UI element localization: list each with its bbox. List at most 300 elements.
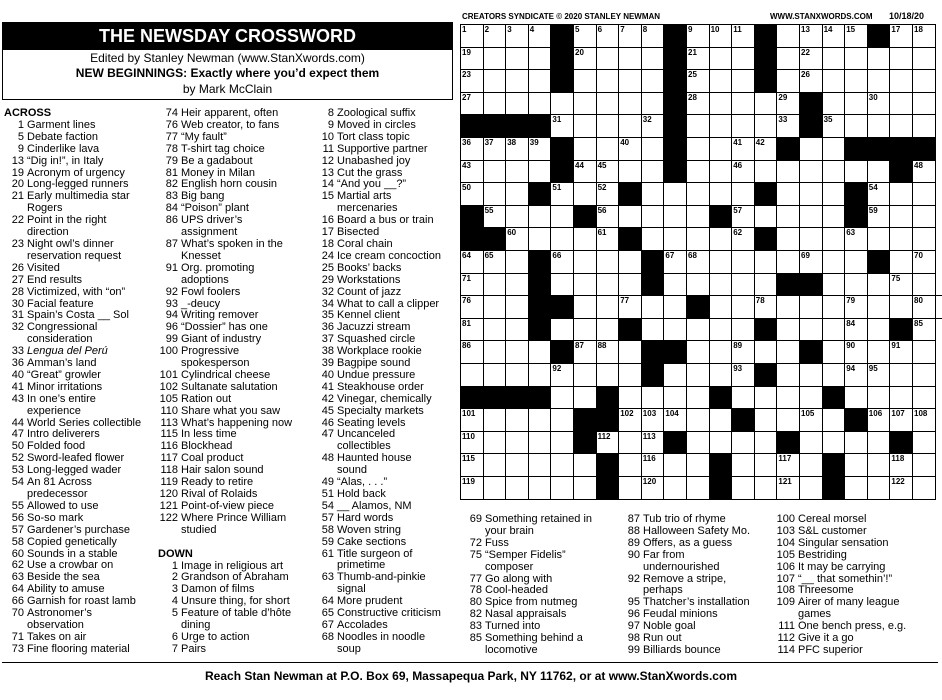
grid-cell[interactable] xyxy=(505,340,529,364)
grid-cell[interactable] xyxy=(867,408,891,432)
grid-cell[interactable] xyxy=(822,47,846,71)
grid-cell[interactable] xyxy=(641,386,665,410)
grid-cell[interactable] xyxy=(867,160,891,184)
grid-cell[interactable] xyxy=(550,182,574,206)
grid-cell[interactable] xyxy=(731,318,755,342)
grid-cell[interactable] xyxy=(618,160,642,184)
grid-cell[interactable] xyxy=(573,92,597,116)
grid-cell[interactable] xyxy=(528,227,552,251)
grid-cell[interactable] xyxy=(709,92,733,116)
grid-cell[interactable] xyxy=(867,182,891,206)
grid-cell[interactable] xyxy=(663,453,687,477)
grid-cell[interactable] xyxy=(573,386,597,410)
grid-cell[interactable] xyxy=(731,250,755,274)
grid-cell[interactable] xyxy=(618,363,642,387)
grid-cell[interactable] xyxy=(889,295,913,319)
grid-cell[interactable] xyxy=(822,340,846,364)
grid-cell[interactable] xyxy=(483,273,507,297)
grid-cell[interactable] xyxy=(641,137,665,161)
grid-cell[interactable] xyxy=(754,476,778,500)
grid-cell[interactable] xyxy=(844,476,868,500)
grid-cell[interactable] xyxy=(641,476,665,500)
grid-cell[interactable] xyxy=(505,431,529,455)
grid-cell[interactable] xyxy=(867,386,891,410)
grid-cell[interactable] xyxy=(912,386,936,410)
grid-cell[interactable] xyxy=(550,114,574,138)
grid-cell[interactable] xyxy=(641,205,665,229)
grid-cell[interactable] xyxy=(844,69,868,93)
grid-cell[interactable] xyxy=(731,295,755,319)
grid-cell[interactable] xyxy=(754,295,778,319)
grid-cell[interactable] xyxy=(618,69,642,93)
grid-cell[interactable] xyxy=(505,476,529,500)
grid-cell[interactable] xyxy=(867,92,891,116)
grid-cell[interactable] xyxy=(844,160,868,184)
grid-cell[interactable] xyxy=(596,114,620,138)
grid-cell[interactable] xyxy=(799,386,823,410)
grid-cell[interactable] xyxy=(889,273,913,297)
grid-cell[interactable] xyxy=(844,24,868,48)
grid-cell[interactable] xyxy=(663,408,687,432)
grid-cell[interactable] xyxy=(889,92,913,116)
grid-cell[interactable] xyxy=(912,182,936,206)
grid-cell[interactable] xyxy=(528,92,552,116)
grid-cell[interactable] xyxy=(641,453,665,477)
grid-cell[interactable] xyxy=(709,408,733,432)
grid-cell[interactable] xyxy=(596,318,620,342)
grid-cell[interactable] xyxy=(889,363,913,387)
grid-cell[interactable] xyxy=(709,318,733,342)
grid-cell[interactable] xyxy=(912,250,936,274)
grid-cell[interactable] xyxy=(731,476,755,500)
grid-cell[interactable] xyxy=(776,92,800,116)
grid-cell[interactable] xyxy=(844,340,868,364)
grid-cell[interactable] xyxy=(528,47,552,71)
grid-cell[interactable] xyxy=(596,227,620,251)
grid-cell[interactable] xyxy=(618,340,642,364)
grid-cell[interactable] xyxy=(822,24,846,48)
grid-cell[interactable] xyxy=(596,182,620,206)
grid-cell[interactable] xyxy=(799,47,823,71)
grid-cell[interactable] xyxy=(641,431,665,455)
grid-cell[interactable] xyxy=(709,24,733,48)
grid-cell[interactable] xyxy=(483,295,507,319)
grid-cell[interactable] xyxy=(483,476,507,500)
grid-cell[interactable] xyxy=(596,431,620,455)
grid-cell[interactable] xyxy=(550,408,574,432)
grid-cell[interactable] xyxy=(550,386,574,410)
grid-cell[interactable] xyxy=(663,295,687,319)
grid-cell[interactable] xyxy=(709,273,733,297)
grid-cell[interactable] xyxy=(889,476,913,500)
grid-cell[interactable] xyxy=(799,295,823,319)
grid-cell[interactable] xyxy=(822,363,846,387)
grid-cell[interactable] xyxy=(483,408,507,432)
grid-cell[interactable] xyxy=(731,182,755,206)
grid-cell[interactable] xyxy=(641,69,665,93)
grid-cell[interactable] xyxy=(889,182,913,206)
grid-cell[interactable] xyxy=(573,295,597,319)
grid-cell[interactable] xyxy=(889,386,913,410)
grid-cell[interactable] xyxy=(528,408,552,432)
grid-cell[interactable] xyxy=(822,182,846,206)
grid-cell[interactable] xyxy=(618,431,642,455)
grid-cell[interactable] xyxy=(776,408,800,432)
grid-cell[interactable] xyxy=(844,92,868,116)
grid-cell[interactable] xyxy=(709,340,733,364)
grid-cell[interactable] xyxy=(505,453,529,477)
grid-cell[interactable] xyxy=(799,137,823,161)
grid-cell[interactable] xyxy=(618,453,642,477)
grid-cell[interactable] xyxy=(618,250,642,274)
grid-cell[interactable] xyxy=(596,92,620,116)
grid-cell[interactable] xyxy=(596,69,620,93)
grid-cell[interactable] xyxy=(776,114,800,138)
grid-cell[interactable] xyxy=(686,273,710,297)
grid-cell[interactable] xyxy=(731,69,755,93)
grid-cell[interactable] xyxy=(822,69,846,93)
grid-cell[interactable] xyxy=(596,363,620,387)
grid-cell[interactable] xyxy=(550,205,574,229)
grid-cell[interactable] xyxy=(528,24,552,48)
grid-cell[interactable] xyxy=(483,250,507,274)
grid-cell[interactable] xyxy=(912,318,936,342)
grid-cell[interactable] xyxy=(528,340,552,364)
grid-cell[interactable] xyxy=(460,24,484,48)
grid-cell[interactable] xyxy=(528,431,552,455)
grid-cell[interactable] xyxy=(754,273,778,297)
grid-cell[interactable] xyxy=(799,431,823,455)
grid-cell[interactable] xyxy=(912,69,936,93)
grid-cell[interactable] xyxy=(550,453,574,477)
grid-cell[interactable] xyxy=(912,363,936,387)
grid-cell[interactable] xyxy=(483,137,507,161)
grid-cell[interactable] xyxy=(505,92,529,116)
grid-cell[interactable] xyxy=(912,24,936,48)
grid-cell[interactable] xyxy=(844,295,868,319)
grid-cell[interactable] xyxy=(505,47,529,71)
grid-cell[interactable] xyxy=(686,160,710,184)
grid-cell[interactable] xyxy=(663,250,687,274)
grid-cell[interactable] xyxy=(573,24,597,48)
grid-cell[interactable] xyxy=(867,340,891,364)
grid-cell[interactable] xyxy=(641,295,665,319)
grid-cell[interactable] xyxy=(822,273,846,297)
grid-cell[interactable] xyxy=(686,205,710,229)
grid-cell[interactable] xyxy=(709,227,733,251)
grid-cell[interactable] xyxy=(618,386,642,410)
grid-cell[interactable] xyxy=(754,453,778,477)
grid-cell[interactable] xyxy=(641,47,665,71)
grid-cell[interactable] xyxy=(483,69,507,93)
grid-cell[interactable] xyxy=(844,250,868,274)
grid-cell[interactable] xyxy=(483,340,507,364)
grid-cell[interactable] xyxy=(709,69,733,93)
grid-cell[interactable] xyxy=(867,47,891,71)
grid-cell[interactable] xyxy=(573,273,597,297)
grid-cell[interactable] xyxy=(822,205,846,229)
grid-cell[interactable] xyxy=(912,408,936,432)
grid-cell[interactable] xyxy=(686,47,710,71)
grid-cell[interactable] xyxy=(618,114,642,138)
grid-cell[interactable] xyxy=(483,318,507,342)
grid-cell[interactable] xyxy=(844,227,868,251)
grid-cell[interactable] xyxy=(618,476,642,500)
grid-cell[interactable] xyxy=(686,182,710,206)
grid-cell[interactable] xyxy=(596,295,620,319)
grid-cell[interactable] xyxy=(844,453,868,477)
grid-cell[interactable] xyxy=(709,114,733,138)
grid-cell[interactable] xyxy=(844,318,868,342)
grid-cell[interactable] xyxy=(686,340,710,364)
grid-cell[interactable] xyxy=(889,453,913,477)
grid-cell[interactable] xyxy=(912,114,936,138)
grid-cell[interactable] xyxy=(596,137,620,161)
grid-cell[interactable] xyxy=(731,24,755,48)
grid-cell[interactable] xyxy=(596,273,620,297)
grid-cell[interactable] xyxy=(686,24,710,48)
grid-cell[interactable] xyxy=(505,295,529,319)
grid-cell[interactable] xyxy=(573,318,597,342)
grid-cell[interactable] xyxy=(889,47,913,71)
grid-cell[interactable] xyxy=(663,318,687,342)
grid-cell[interactable] xyxy=(618,47,642,71)
grid-cell[interactable] xyxy=(528,160,552,184)
grid-cell[interactable] xyxy=(754,114,778,138)
grid-cell[interactable] xyxy=(867,453,891,477)
grid-cell[interactable] xyxy=(641,114,665,138)
grid-cell[interactable] xyxy=(686,363,710,387)
grid-cell[interactable] xyxy=(889,205,913,229)
grid-cell[interactable] xyxy=(709,363,733,387)
grid-cell[interactable] xyxy=(776,363,800,387)
grid-cell[interactable] xyxy=(731,137,755,161)
grid-cell[interactable] xyxy=(573,182,597,206)
grid-cell[interactable] xyxy=(731,340,755,364)
grid-cell[interactable] xyxy=(867,69,891,93)
grid-cell[interactable] xyxy=(573,363,597,387)
grid-cell[interactable] xyxy=(505,250,529,274)
grid-cell[interactable] xyxy=(641,92,665,116)
grid-cell[interactable] xyxy=(641,408,665,432)
grid-cell[interactable] xyxy=(505,273,529,297)
grid-cell[interactable] xyxy=(912,453,936,477)
grid-cell[interactable] xyxy=(641,318,665,342)
grid-cell[interactable] xyxy=(573,69,597,93)
grid-cell[interactable] xyxy=(754,340,778,364)
grid-cell[interactable] xyxy=(912,227,936,251)
grid-cell[interactable] xyxy=(844,47,868,71)
grid-cell[interactable] xyxy=(776,318,800,342)
grid-cell[interactable] xyxy=(483,160,507,184)
grid-cell[interactable] xyxy=(889,408,913,432)
grid-cell[interactable] xyxy=(867,431,891,455)
grid-cell[interactable] xyxy=(596,160,620,184)
grid-cell[interactable] xyxy=(483,453,507,477)
grid-cell[interactable] xyxy=(618,295,642,319)
grid-cell[interactable] xyxy=(596,205,620,229)
grid-cell[interactable] xyxy=(618,24,642,48)
grid-cell[interactable] xyxy=(596,340,620,364)
grid-cell[interactable] xyxy=(822,160,846,184)
grid-cell[interactable] xyxy=(754,408,778,432)
grid-cell[interactable] xyxy=(528,205,552,229)
grid-cell[interactable] xyxy=(867,205,891,229)
grid-cell[interactable] xyxy=(731,47,755,71)
grid-cell[interactable] xyxy=(844,431,868,455)
grid-cell[interactable] xyxy=(912,160,936,184)
grid-cell[interactable] xyxy=(709,47,733,71)
grid-cell[interactable] xyxy=(641,182,665,206)
grid-cell[interactable] xyxy=(663,386,687,410)
grid-cell[interactable] xyxy=(550,92,574,116)
grid-cell[interactable] xyxy=(776,295,800,319)
grid-cell[interactable] xyxy=(822,114,846,138)
grid-cell[interactable] xyxy=(550,476,574,500)
grid-cell[interactable] xyxy=(822,137,846,161)
grid-cell[interactable] xyxy=(596,250,620,274)
grid-cell[interactable] xyxy=(731,273,755,297)
grid-cell[interactable] xyxy=(912,431,936,455)
grid-cell[interactable] xyxy=(822,318,846,342)
grid-cell[interactable] xyxy=(799,250,823,274)
grid-cell[interactable] xyxy=(528,137,552,161)
grid-cell[interactable] xyxy=(709,431,733,455)
grid-cell[interactable] xyxy=(754,250,778,274)
grid-cell[interactable] xyxy=(731,386,755,410)
grid-cell[interactable] xyxy=(709,295,733,319)
grid-cell[interactable] xyxy=(867,476,891,500)
grid-cell[interactable] xyxy=(844,114,868,138)
grid-cell[interactable] xyxy=(483,47,507,71)
grid-cell[interactable] xyxy=(709,250,733,274)
grid-cell[interactable] xyxy=(731,453,755,477)
grid-cell[interactable] xyxy=(573,476,597,500)
grid-cell[interactable] xyxy=(505,318,529,342)
grid-cell[interactable] xyxy=(483,24,507,48)
grid-cell[interactable] xyxy=(573,453,597,477)
grid-cell[interactable] xyxy=(505,160,529,184)
grid-cell[interactable] xyxy=(889,69,913,93)
grid-cell[interactable] xyxy=(663,273,687,297)
grid-cell[interactable] xyxy=(822,227,846,251)
grid-cell[interactable] xyxy=(573,250,597,274)
grid-cell[interactable] xyxy=(550,318,574,342)
grid-cell[interactable] xyxy=(731,160,755,184)
grid-cell[interactable] xyxy=(912,273,936,297)
grid-cell[interactable] xyxy=(709,160,733,184)
grid-cell[interactable] xyxy=(867,318,891,342)
grid-cell[interactable] xyxy=(686,250,710,274)
grid-cell[interactable] xyxy=(663,476,687,500)
grid-cell[interactable] xyxy=(754,160,778,184)
grid-cell[interactable] xyxy=(550,227,574,251)
grid-cell[interactable] xyxy=(822,250,846,274)
grid-cell[interactable] xyxy=(573,340,597,364)
grid-cell[interactable] xyxy=(483,205,507,229)
grid-cell[interactable] xyxy=(799,363,823,387)
grid-cell[interactable] xyxy=(505,69,529,93)
grid-cell[interactable] xyxy=(663,363,687,387)
grid-cell[interactable] xyxy=(686,114,710,138)
grid-cell[interactable] xyxy=(663,205,687,229)
grid-cell[interactable] xyxy=(573,114,597,138)
grid-cell[interactable] xyxy=(505,363,529,387)
grid-cell[interactable] xyxy=(641,227,665,251)
grid-cell[interactable] xyxy=(483,431,507,455)
grid-cell[interactable] xyxy=(686,69,710,93)
grid-cell[interactable] xyxy=(889,114,913,138)
grid-cell[interactable] xyxy=(799,205,823,229)
grid-cell[interactable] xyxy=(618,273,642,297)
grid-cell[interactable] xyxy=(550,431,574,455)
grid-cell[interactable] xyxy=(460,47,484,71)
grid-cell[interactable] xyxy=(776,476,800,500)
grid-cell[interactable] xyxy=(686,476,710,500)
grid-cell[interactable] xyxy=(483,92,507,116)
grid-cell[interactable] xyxy=(889,250,913,274)
grid-cell[interactable] xyxy=(776,69,800,93)
grid-cell[interactable] xyxy=(460,69,484,93)
grid-cell[interactable] xyxy=(912,340,936,364)
grid-cell[interactable] xyxy=(686,227,710,251)
grid-cell[interactable] xyxy=(822,92,846,116)
grid-cell[interactable] xyxy=(505,24,529,48)
grid-cell[interactable] xyxy=(822,431,846,455)
grid-cell[interactable] xyxy=(889,24,913,48)
grid-cell[interactable] xyxy=(686,386,710,410)
grid-cell[interactable] xyxy=(799,69,823,93)
grid-cell[interactable] xyxy=(799,182,823,206)
grid-cell[interactable] xyxy=(799,160,823,184)
grid-cell[interactable] xyxy=(686,453,710,477)
grid-cell[interactable] xyxy=(663,182,687,206)
grid-cell[interactable] xyxy=(686,92,710,116)
grid-cell[interactable] xyxy=(867,295,891,319)
grid-cell[interactable] xyxy=(528,69,552,93)
grid-cell[interactable] xyxy=(618,92,642,116)
grid-cell[interactable] xyxy=(686,137,710,161)
grid-cell[interactable] xyxy=(618,408,642,432)
grid-cell[interactable] xyxy=(844,386,868,410)
grid-cell[interactable] xyxy=(844,273,868,297)
grid-cell[interactable] xyxy=(776,205,800,229)
grid-cell[interactable] xyxy=(822,295,846,319)
grid-cell[interactable] xyxy=(776,453,800,477)
grid-cell[interactable] xyxy=(731,431,755,455)
grid-cell[interactable] xyxy=(935,295,942,319)
grid-cell[interactable] xyxy=(776,182,800,206)
grid-cell[interactable] xyxy=(505,408,529,432)
grid-cell[interactable] xyxy=(731,92,755,116)
grid-cell[interactable] xyxy=(754,205,778,229)
grid-cell[interactable] xyxy=(912,92,936,116)
grid-cell[interactable] xyxy=(912,47,936,71)
grid-cell[interactable] xyxy=(867,363,891,387)
grid-cell[interactable] xyxy=(754,431,778,455)
grid-cell[interactable] xyxy=(505,137,529,161)
grid-cell[interactable] xyxy=(776,160,800,184)
grid-cell[interactable] xyxy=(889,227,913,251)
grid-cell[interactable] xyxy=(550,363,574,387)
grid-cell[interactable] xyxy=(483,182,507,206)
grid-cell[interactable] xyxy=(618,137,642,161)
grid-cell[interactable] xyxy=(573,137,597,161)
grid-cell[interactable] xyxy=(731,227,755,251)
grid-cell[interactable] xyxy=(528,476,552,500)
grid-cell[interactable] xyxy=(573,47,597,71)
grid-cell[interactable] xyxy=(618,205,642,229)
